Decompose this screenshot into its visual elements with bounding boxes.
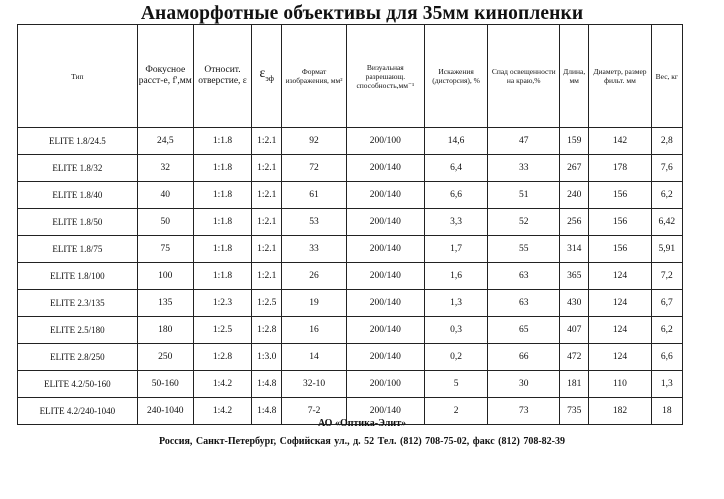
cell-diameter: 156 <box>589 182 651 209</box>
cell-type: ELITE 4.2/240-1040 <box>18 398 138 425</box>
cell-aperture: 1:1.8 <box>193 236 251 263</box>
cell-diameter: 124 <box>589 317 651 344</box>
cell-aperture: 1:1.8 <box>193 263 251 290</box>
cell-eps-ef: 1:2.1 <box>252 182 282 209</box>
cell-weight: 1,3 <box>651 371 682 398</box>
cell-focal: 75 <box>137 236 193 263</box>
cell-weight: 7,6 <box>651 155 682 182</box>
cell-diameter: 110 <box>589 371 651 398</box>
cell-diameter: 124 <box>589 290 651 317</box>
cell-image-format: 14 <box>282 344 347 371</box>
cell-weight: 5,91 <box>651 236 682 263</box>
cell-aperture: 1:1.8 <box>193 209 251 236</box>
eps-symbol: ε <box>259 66 266 82</box>
cell-weight: 18 <box>651 398 682 425</box>
table-row <box>18 128 683 155</box>
cell-eps-ef: 1:3.0 <box>252 344 282 371</box>
cell-length: 472 <box>560 344 589 371</box>
cell-focal: 50 <box>137 209 193 236</box>
cell-illumination-drop: 33 <box>488 155 560 182</box>
cell-distortion: 1,6 <box>424 263 487 290</box>
cell-aperture: 1:2.3 <box>193 290 251 317</box>
cell-distortion: 2 <box>424 398 487 425</box>
cell-distortion: 0,2 <box>424 344 487 371</box>
cell-distortion: 0,3 <box>424 317 487 344</box>
footer-organization: АО «Оптика-Элит» <box>317 418 407 429</box>
cell-length: 256 <box>560 209 589 236</box>
cell-resolution: 200/140 <box>346 209 424 236</box>
cell-focal: 50-160 <box>137 371 193 398</box>
table-row <box>18 344 683 371</box>
cell-eps-ef: 1:2.5 <box>252 290 282 317</box>
cell-length: 240 <box>560 182 589 209</box>
col-header-aperture: Относит. отверстие, ε <box>193 25 251 128</box>
cell-eps-ef: 1:2.1 <box>252 236 282 263</box>
cell-diameter: 124 <box>589 344 651 371</box>
cell-resolution: 200/100 <box>346 128 424 155</box>
cell-type: ELITE 1.8/100 <box>18 263 138 290</box>
cell-length: 267 <box>560 155 589 182</box>
cell-image-format: 19 <box>282 290 347 317</box>
col-header-diameter: Диаметр, размер фильт. мм <box>589 25 651 128</box>
cell-illumination-drop: 63 <box>488 263 560 290</box>
col-header-resolution: Визуальная разрешающ. способность,мм⁻¹ <box>346 25 424 128</box>
cell-focal: 32 <box>137 155 193 182</box>
cell-length: 365 <box>560 263 589 290</box>
cell-focal: 240-1040 <box>137 398 193 425</box>
cell-weight: 2,8 <box>651 128 682 155</box>
table-row <box>18 236 683 263</box>
cell-eps-ef: 1:4.8 <box>252 371 282 398</box>
cell-length: 159 <box>560 128 589 155</box>
col-header-eps-ef <box>252 25 282 128</box>
cell-illumination-drop: 73 <box>488 398 560 425</box>
table-row <box>18 263 683 290</box>
cell-type: ELITE 2.8/250 <box>18 344 138 371</box>
col-header-image-format: Формат изображения, мм² <box>282 25 347 128</box>
cell-resolution: 200/140 <box>346 398 424 425</box>
cell-resolution: 200/140 <box>346 290 424 317</box>
cell-aperture: 1:1.8 <box>193 128 251 155</box>
cell-resolution: 200/140 <box>346 236 424 263</box>
cell-weight: 6,2 <box>651 317 682 344</box>
table-header-row <box>18 25 683 128</box>
cell-distortion: 1,7 <box>424 236 487 263</box>
cell-focal: 250 <box>137 344 193 371</box>
cell-length: 181 <box>560 371 589 398</box>
table-row <box>18 155 683 182</box>
cell-image-format: 61 <box>282 182 347 209</box>
table-row <box>18 182 683 209</box>
cell-weight: 7,2 <box>651 263 682 290</box>
cell-type: ELITE 4.2/50-160 <box>18 371 138 398</box>
cell-image-format: 16 <box>282 317 347 344</box>
cell-focal: 100 <box>137 263 193 290</box>
cell-aperture: 1:1.8 <box>193 155 251 182</box>
cell-resolution: 200/140 <box>346 317 424 344</box>
cell-resolution: 200/140 <box>346 182 424 209</box>
cell-distortion: 5 <box>424 371 487 398</box>
cell-image-format: 92 <box>282 128 347 155</box>
cell-distortion: 14,6 <box>424 128 487 155</box>
cell-length: 430 <box>560 290 589 317</box>
cell-illumination-drop: 47 <box>488 128 560 155</box>
cell-aperture: 1:2.8 <box>193 344 251 371</box>
col-header-distortion: Искажения (дисторсия), % <box>424 25 487 128</box>
cell-focal: 135 <box>137 290 193 317</box>
cell-diameter: 142 <box>589 128 651 155</box>
cell-diameter: 124 <box>589 263 651 290</box>
cell-distortion: 6,6 <box>424 182 487 209</box>
cell-illumination-drop: 30 <box>488 371 560 398</box>
cell-aperture: 1:1.8 <box>193 182 251 209</box>
cell-illumination-drop: 52 <box>488 209 560 236</box>
cell-resolution: 200/140 <box>346 344 424 371</box>
table-row <box>18 209 683 236</box>
table-row <box>18 371 683 398</box>
cell-type: ELITE 1.8/24.5 <box>18 128 138 155</box>
cell-image-format: 32-10 <box>282 371 347 398</box>
cell-resolution: 200/140 <box>346 155 424 182</box>
cell-image-format: 7-2 <box>282 398 347 425</box>
cell-distortion: 1,3 <box>424 290 487 317</box>
page-title: Анаморфотные объективы для 35мм кинопленки <box>140 3 584 24</box>
cell-aperture: 1:2.5 <box>193 317 251 344</box>
cell-weight: 6,6 <box>651 344 682 371</box>
cell-distortion: 3,3 <box>424 209 487 236</box>
cell-eps-ef: 1:2.1 <box>252 209 282 236</box>
cell-image-format: 72 <box>282 155 347 182</box>
cell-eps-ef: 1:2.1 <box>252 128 282 155</box>
cell-illumination-drop: 51 <box>488 182 560 209</box>
cell-illumination-drop: 65 <box>488 317 560 344</box>
cell-image-format: 26 <box>282 263 347 290</box>
cell-distortion: 6,4 <box>424 155 487 182</box>
cell-type: ELITE 1.8/40 <box>18 182 138 209</box>
cell-illumination-drop: 66 <box>488 344 560 371</box>
cell-length: 407 <box>560 317 589 344</box>
table-row <box>18 317 683 344</box>
cell-resolution: 200/100 <box>346 371 424 398</box>
col-header-weight: Вес, кг <box>651 25 682 128</box>
col-header-focal: Фокусное расст-е, f',мм <box>137 25 193 128</box>
cell-focal: 24,5 <box>137 128 193 155</box>
cell-focal: 180 <box>137 317 193 344</box>
cell-eps-ef: 1:2.1 <box>252 263 282 290</box>
cell-diameter: 156 <box>589 209 651 236</box>
lens-specs-table <box>17 24 683 425</box>
cell-eps-ef: 1:2.1 <box>252 155 282 182</box>
cell-type: ELITE 2.5/180 <box>18 317 138 344</box>
footer-address: Россия, Санкт-Петербург, Софийская ул., д. 52 Тел. (812) 708-75-02, факс (812) 708-82-39 <box>158 436 565 447</box>
cell-weight: 6,2 <box>651 182 682 209</box>
cell-resolution: 200/140 <box>346 263 424 290</box>
cell-diameter: 178 <box>589 155 651 182</box>
cell-illumination-drop: 55 <box>488 236 560 263</box>
cell-length: 735 <box>560 398 589 425</box>
cell-eps-ef: 1:4.8 <box>252 398 282 425</box>
cell-eps-ef: 1:2.8 <box>252 317 282 344</box>
cell-type: ELITE 1.8/75 <box>18 236 138 263</box>
cell-type: ELITE 2.3/135 <box>18 290 138 317</box>
cell-weight: 6,7 <box>651 290 682 317</box>
cell-aperture: 1:4.2 <box>193 371 251 398</box>
table-body <box>18 128 683 425</box>
col-header-type: Тип <box>18 25 138 128</box>
col-header-length: Длина, мм <box>560 25 589 128</box>
cell-illumination-drop: 63 <box>488 290 560 317</box>
cell-diameter: 156 <box>589 236 651 263</box>
cell-length: 314 <box>560 236 589 263</box>
cell-focal: 40 <box>137 182 193 209</box>
table-row <box>18 290 683 317</box>
cell-image-format: 53 <box>282 209 347 236</box>
col-header-illumination-drop: Спад освещенности на краю,% <box>488 25 560 128</box>
cell-weight: 6,42 <box>651 209 682 236</box>
cell-type: ELITE 1.8/32 <box>18 155 138 182</box>
cell-diameter: 182 <box>589 398 651 425</box>
cell-aperture: 1:4.2 <box>193 398 251 425</box>
cell-image-format: 33 <box>282 236 347 263</box>
eps-subscript: эф <box>265 73 274 83</box>
cell-type: ELITE 1.8/50 <box>18 209 138 236</box>
